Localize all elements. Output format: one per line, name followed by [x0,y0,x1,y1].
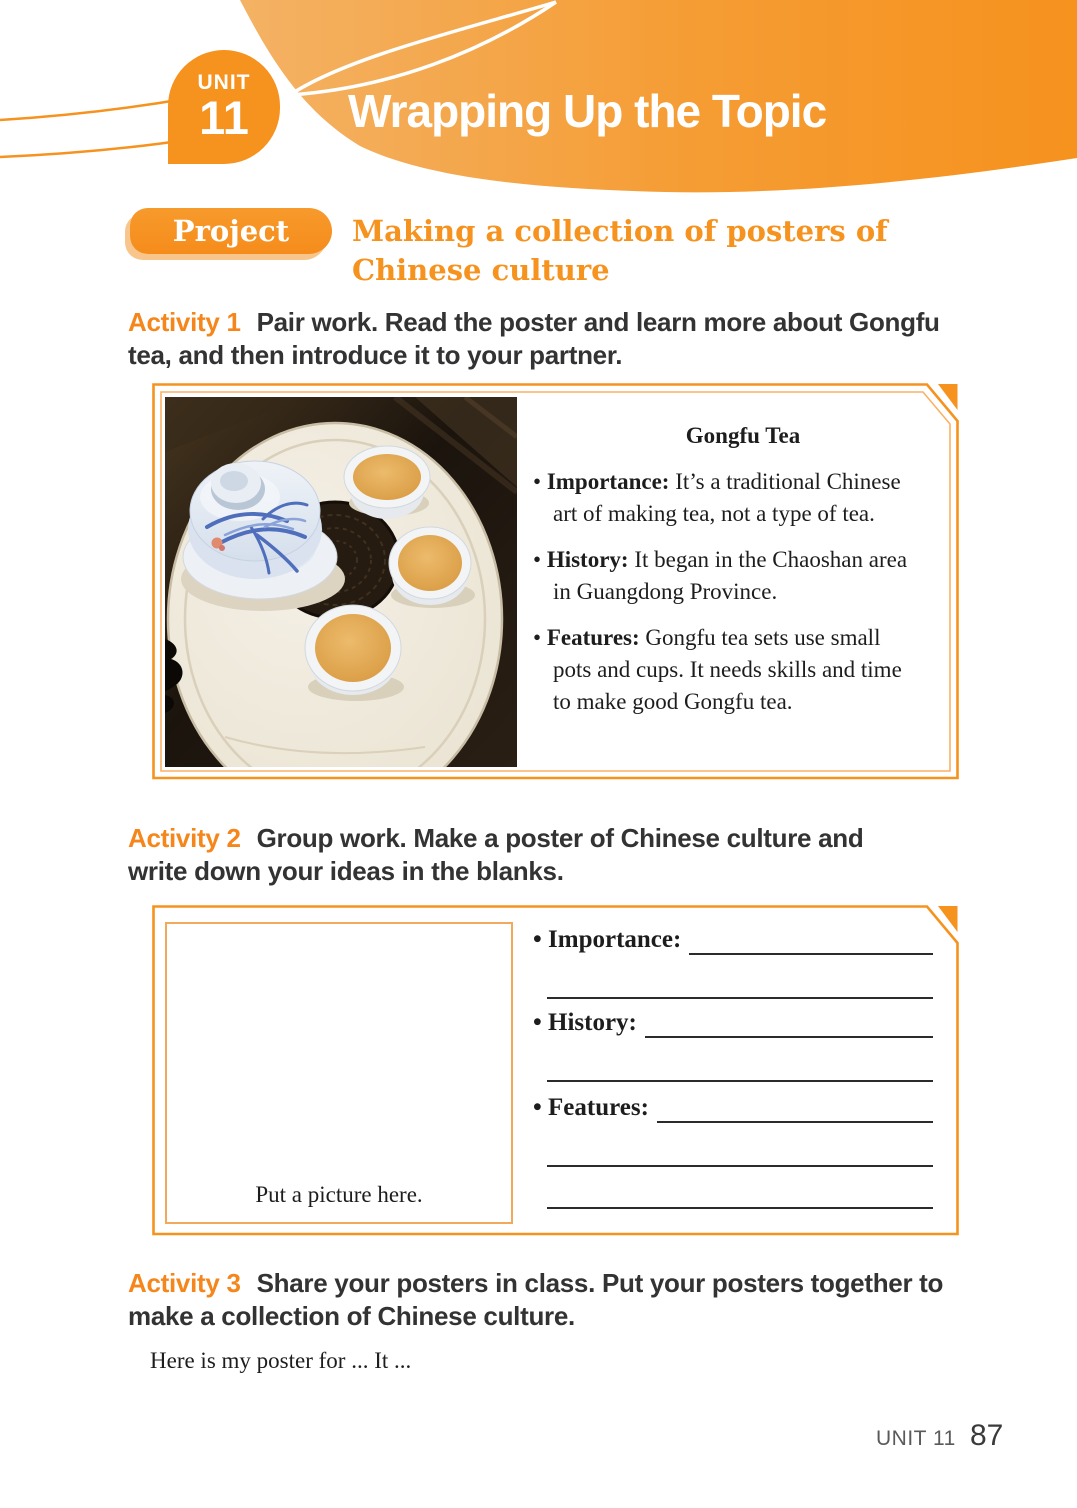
activity-2-instruction: Group work. Make a poster of Chinese culture and write down your ideas in the blanks. [128,823,864,886]
blank-line [547,1165,933,1167]
page-title: Wrapping Up the Topic [348,85,827,137]
project-subtitle: Making a collection of posters of Chinese culture [352,214,888,287]
bullet-label: Features: [546,625,640,650]
gongfu-tea-poster [152,383,959,780]
activity-1-heading [128,306,958,372]
picture-placeholder-box [165,922,513,1224]
activity-2-heading [128,822,928,888]
bullet-line: Gongfu tea sets use small [645,625,881,650]
activity-3-label: Activity 3 [128,1268,241,1298]
picture-placeholder-label: Put a picture here. [255,1182,423,1207]
field-history [533,1008,933,1038]
unit-label: UNIT [197,71,251,94]
poster-bullet-importance [533,466,953,530]
gongfu-tea-photo [165,397,517,767]
blank-line [689,925,933,955]
bullet-line: in Guangdong Province. [553,579,778,604]
blank-poster-template [152,905,959,1236]
activity-3-instruction: Share your posters in class. Put your posters together to make a collection of Chinese culture. [128,1268,944,1331]
blank-line [547,997,933,999]
activity-2-label: Activity 2 [128,823,241,853]
closing-prompt: Here is my poster for ... It ... [150,1348,412,1373]
unit-number: 11 [199,91,249,144]
bullet-line: It began in the Chaoshan area [634,547,908,572]
field-label: • Features: [533,1093,649,1123]
bullet-line: pots and cups. It needs skills and time [553,657,902,682]
tea-cup-top [344,446,430,519]
activity-1-instruction: Pair work. Read the poster and learn more about Gongfu tea, and then introduce it to your partner. [128,307,940,370]
poster-text-column [533,383,953,718]
activity-1-label: Activity 1 [128,307,241,337]
bullet-line: It’s a traditional Chinese [675,469,901,494]
field-label: • History: [533,1008,637,1038]
dog-ear-corner [938,906,958,932]
poster-title: Gongfu Tea [685,423,801,448]
activity-3-heading [128,1267,983,1333]
bullet-line: to make good Gongfu tea. [553,689,793,714]
unit-badge [168,50,280,164]
blank-line [547,1207,933,1209]
tea-cup-bottom [305,605,404,701]
blank-line [657,1093,933,1123]
field-importance [533,925,933,955]
footer-unit-label: UNIT 11 [876,1427,956,1450]
blank-line [547,1080,933,1082]
footer-page-number: 87 [970,1419,1004,1452]
poster-bullet-history [533,544,953,608]
field-features [533,1093,933,1123]
blank-line [645,1008,933,1038]
bullet-line: art of making tea, not a type of tea. [553,501,875,526]
project-badge: Project [130,208,332,254]
poster-bullet-features [533,622,953,718]
field-label: • Importance: [533,925,681,955]
bullet-label: History: [546,547,629,572]
bullet-label: Importance: [546,469,670,494]
